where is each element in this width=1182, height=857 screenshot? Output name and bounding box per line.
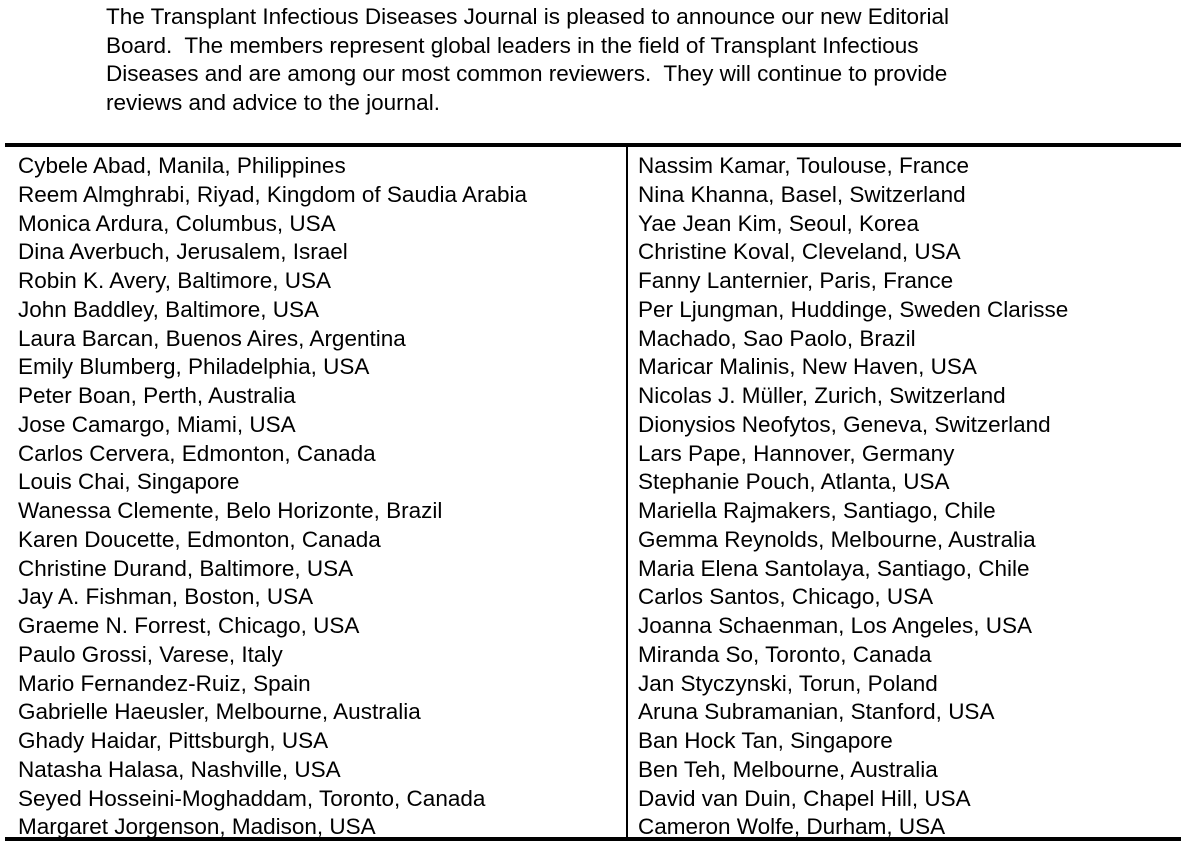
board-member-entry: Joanna Schaenman, Los Angeles, USA [638, 613, 1033, 638]
board-member-entry: Miranda So, Toronto, Canada [638, 641, 932, 667]
board-member-entry: Lars Pape, Hannover, Germany [638, 440, 955, 466]
board-member-entry: Karen Doucette, Edmonton, Canada [18, 526, 381, 552]
board-member-entry: Carlos Santos, Chicago, USA [638, 584, 934, 610]
board-member-entry: Gabrielle Haeusler, Melbourne, Australia [18, 699, 421, 725]
board-member-entry: Paulo Grossi, Varese, Italy [18, 641, 283, 667]
board-member-entry: Cybele Abad, Manila, Philippines [18, 153, 346, 178]
board-member-entry: Robin K. Avery, Baltimore, USA [18, 268, 332, 293]
board-member-entry: Maricar Malinis, New Haven, USA [638, 354, 977, 380]
board-member-entry: Wanessa Clemente, Belo Horizonte, Brazil [18, 498, 443, 523]
board-member-entry: Natasha Halasa, Nashville, USA [18, 756, 341, 782]
board-column-left [18, 152, 527, 842]
board-member-entry: Ben Teh, Melbourne, Australia [638, 756, 938, 782]
board-member-entry: Mario Fernandez-Ruiz, Spain [18, 670, 311, 696]
board-member-entry: Machado, Sao Paolo, Brazil [638, 325, 916, 351]
intro-line: reviews and advice to the journal. [106, 89, 440, 115]
board-member-entry: Jose Camargo, Miami, USA [18, 411, 296, 437]
board-member-entry: Emily Blumberg, Philadelphia, USA [18, 354, 370, 380]
board-member-entry: Peter Boan, Perth, Australia [18, 383, 296, 408]
board-member-entry: Christine Durand, Baltimore, USA [18, 555, 354, 581]
board-member-entry: Dina Averbuch, Jerusalem, Israel [18, 239, 348, 265]
board-member-entry: Jay A. Fishman, Boston, USA [18, 584, 314, 610]
intro-line: Diseases and are among our most common reviewers. They will continue to provide [106, 61, 948, 87]
board-member-entry: Dionysios Neofytos, Geneva, Switzerland [638, 411, 1051, 437]
board-member-entry: Reem Almghrabi, Riyad, Kingdom of Saudia Arabia [18, 181, 528, 207]
board-member-entry: Yae Jean Kim, Seoul, Korea [638, 210, 919, 236]
board-member-entry: David van Duin, Chapel Hill, USA [638, 785, 971, 811]
board-member-entry: Seyed Hosseini-Moghaddam, Toronto, Canada [18, 785, 486, 811]
board-member-entry: Ban Hock Tan, Singapore [638, 728, 893, 753]
board-member-entry: Nicolas J. Müller, Zurich, Switzerland [638, 383, 1006, 408]
column-divider [626, 147, 628, 837]
board-member-entry: Maria Elena Santolaya, Santiago, Chile [638, 555, 1030, 581]
board-member-entry: Jan Styczynski, Torun, Poland [638, 670, 938, 696]
board-member-entry: Fanny Lanternier, Paris, France [638, 268, 954, 293]
board-member-entry: Nassim Kamar, Toulouse, France [638, 153, 969, 178]
editorial-board-table [5, 143, 1181, 841]
board-member-entry: Cameron Wolfe, Durham, USA [638, 814, 946, 840]
board-member-entry: Christine Koval, Cleveland, USA [638, 239, 961, 265]
board-member-entry: Per Ljungman, Huddinge, Sweden Clarisse [638, 296, 1069, 322]
board-member-entry: Nina Khanna, Basel, Switzerland [638, 181, 966, 207]
board-member-entry: Mariella Rajmakers, Santiago, Chile [638, 498, 996, 523]
board-member-entry: Louis Chai, Singapore [18, 469, 240, 495]
board-member-entry: Carlos Cervera, Edmonton, Canada [18, 440, 376, 466]
board-member-entry: Ghady Haidar, Pittsburgh, USA [18, 728, 329, 753]
board-member-entry: Graeme N. Forrest, Chicago, USA [18, 613, 360, 638]
board-member-entry: Monica Ardura, Columbus, USA [18, 210, 336, 236]
intro-paragraph [106, 3, 1106, 117]
board-member-entry: Gemma Reynolds, Melbourne, Australia [638, 526, 1036, 552]
intro-line: Board. The members represent global leaders in the field of Transplant Infectious [106, 32, 919, 58]
board-column-right [638, 152, 1068, 842]
board-member-entry: Aruna Subramanian, Stanford, USA [638, 699, 995, 725]
board-member-entry: Margaret Jorgenson, Madison, USA [18, 814, 376, 840]
intro-line: The Transplant Infectious Diseases Journal is pleased to announce our new Editorial [106, 4, 949, 29]
board-member-entry: Laura Barcan, Buenos Aires, Argentina [18, 325, 406, 351]
board-member-entry: Stephanie Pouch, Atlanta, USA [638, 469, 950, 495]
board-member-entry: John Baddley, Baltimore, USA [18, 296, 319, 322]
